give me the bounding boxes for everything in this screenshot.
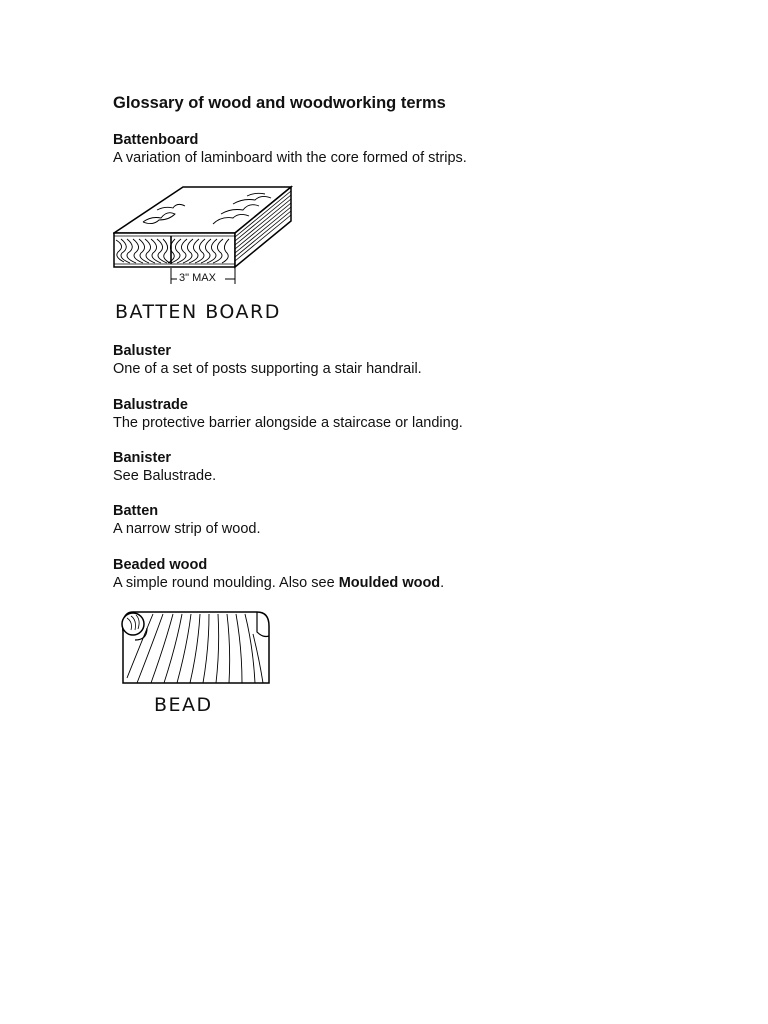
glossary-entry-battenboard: [113, 131, 733, 167]
glossary-entry-beaded-wood: [113, 556, 733, 592]
glossary-entry-balustrade: [113, 396, 733, 432]
term-batten: Batten: [113, 503, 159, 519]
bead-illustration: [119, 610, 273, 686]
bead-moulding-drawing: [119, 610, 273, 686]
cross-reference-moulded-wood: Moulded wood: [338, 575, 441, 591]
glossary-entry-banister: [113, 449, 733, 485]
definition-baluster: One of a set of posts supporting a stair handrail.: [113, 361, 422, 377]
term-banister: Banister: [113, 450, 172, 466]
term-beaded-wood: Beaded wood: [113, 557, 208, 573]
batten-board-illustration: [113, 184, 303, 292]
glossary-entry-baluster: [113, 342, 733, 378]
term-balustrade: Balustrade: [113, 397, 188, 413]
term-baluster: Baluster: [113, 343, 172, 359]
glossary-entry-batten: [113, 502, 733, 538]
page-title: Glossary of wood and woodworking terms: [113, 94, 446, 112]
definition-batten: A narrow strip of wood.: [113, 521, 261, 537]
dimension-label: 3" MAX: [179, 272, 216, 284]
bead-caption: BEAD: [154, 694, 213, 716]
definition-banister: See Balustrade.: [113, 468, 217, 484]
definition-balustrade: The protective barrier alongside a staircase or landing.: [113, 415, 463, 431]
definition-battenboard: A variation of laminboard with the core formed of strips.: [113, 150, 467, 166]
term-battenboard: Battenboard: [113, 132, 199, 148]
definition-beaded-wood: A simple round moulding. Also see Moulded wood.: [113, 575, 445, 591]
batten-board-caption: BATTEN BOARD: [115, 301, 281, 323]
